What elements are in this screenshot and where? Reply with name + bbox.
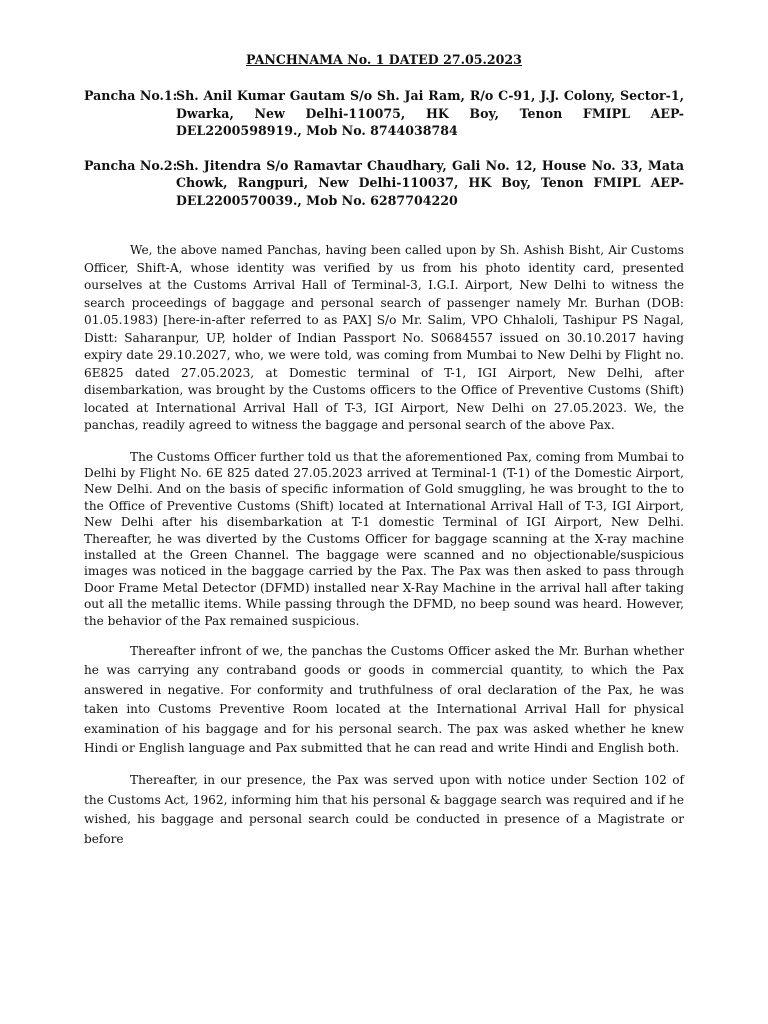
paragraph-4: Thereafter, in our presence, the Pax was served upon with notice under Section 102 of the Customs Act, 1962, informing him that his personal & baggage search was required and if he wished, his baggage and personal search could be conducted in presence of a Magistrate or before — [84, 773, 684, 846]
pancha-1-details: Sh. Anil Kumar Gautam S/o Sh. Jai Ram, R/o C-91, J.J. Colony, Sector-1, Dwarka, New Delhi-110075, HK Boy, Tenon FMIPL AEP-DEL2200598919., Mob No. 8744038784 — [176, 88, 684, 138]
pancha-2-details: Sh. Jitendra S/o Ramavtar Chaudhary, Gali No. 12, House No. 33, Mata Chowk, Rangpuri, New Delhi-110037, HK Boy, Tenon FMIPL AEP-DEL2200570039., Mob No. 6287704220 — [176, 157, 684, 208]
paragraph-2: The Customs Officer further told us that the aforementioned Pax, coming from Mumbai to Delhi by Flight No. 6E 825 dated 27.05.2023 arrived at Terminal-1 (T-1) of the Domestic Airport, New Delhi. And on the basis of specific information of Gold smuggling, he was brought to the to the Office of Preventive Customs (Shift) located at International Arrival Hall of T-3, IGI Airport, New Delhi after his disembarkation at T-1 domestic Terminal of IGI Airport, New Delhi. Thereafter, he was diverted by the Customs Officer for baggage scanning at the X-ray machine installed at the Green Channel. The baggage were scanned and no objectionable/suspicious images was noticed in the baggage carried by the Pax. The Pax was then asked to pass through Door Frame Metal Detector (DFMD) installed near X-Ray Machine in the arrival hall after taking out all the metallic items. While passing through the DFMD, no beep sound was heard. However, the behavior of the Pax remained suspicious. — [84, 449, 684, 628]
pancha-1-label: Pancha No.1: — [84, 88, 178, 103]
pancha-1 — [84, 87, 684, 140]
paragraph-3: Thereafter infront of we, the panchas the Customs Officer asked the Mr. Burhan whether he was carrying any contraband goods or goods in commercial quantity, to which the Pax answered in negative. For conformity and truthfulness of oral declaration of the Pax, he was taken into Customs Preventive Room located at the International Arrival Hall for physical examination of his baggage and for his personal search. The pax was asked whether he knew Hindi or English language and Pax submitted that he can read and write Hindi and English both. — [84, 643, 684, 755]
paragraph-1: We, the above named Panchas, having been called upon by Sh. Ashish Bisht, Air Customs Officer, Shift-A, whose identity was verified by us from his photo identity card, presented ourselves at the Customs Arrival Hall of Terminal-3, I.G.I. Airport, New Delhi to witness the search proceedings of baggage and personal search of passenger namely Mr. Burhan (DOB: 01.05.1983) [here-in-after referred to as PAX] S/o Mr. Salim, VPO Chhaloli, Tashipur PS Nagal, Distt: Saharanpur, UP, holder of Indian Passport No. S0684557 issued on 30.10.2017 having expiry date 29.10.2027, who, we were told, was coming from Mumbai to New Delhi by Flight no. 6E825 dated 27.05.2023, at Domestic terminal of T-1, IGI Airport, New Delhi, after disembarkation, was brought by the Customs officers to the Office of Preventive Customs (Shift) located at International Arrival Hall of T-3, IGI Airport, New Delhi on 27.05.2023. We, the panchas, readily agreed to witness the baggage and personal search of the above Pax. — [84, 243, 684, 432]
pancha-2 — [84, 157, 684, 210]
pancha-2-label: Pancha No.2: — [84, 157, 178, 173]
document-page — [84, 40, 684, 849]
document-title: PANCHNAMA No. 1 DATED 27.05.2023 — [246, 52, 522, 67]
